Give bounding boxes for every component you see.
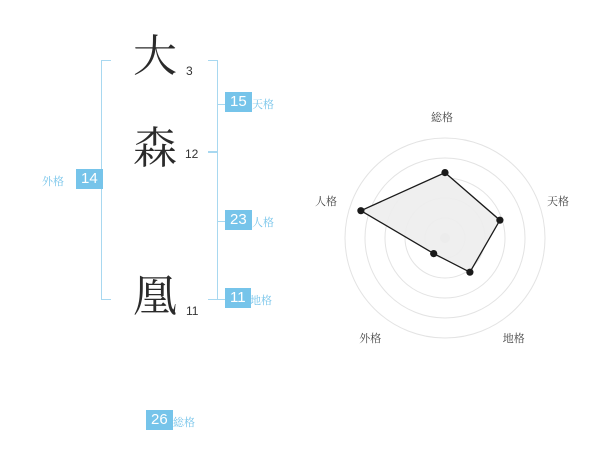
score-badge-jinkaku: 23: [225, 210, 252, 230]
score-label-chikaku: 地格: [250, 295, 272, 307]
bracket-jinkaku: [208, 152, 218, 300]
score-badge-chikaku: 11: [225, 288, 251, 308]
radar-axis-label-jinkaku: 人格: [314, 196, 337, 209]
radar-chart: [300, 110, 590, 380]
bracket-tenkaku: [208, 60, 218, 152]
kanji-char-3: 凰: [133, 272, 177, 321]
bracket-chikaku-tick: [208, 299, 226, 300]
score-label-jinkaku: 人格: [252, 217, 274, 229]
score-label-gaikaku: 外格: [42, 176, 64, 188]
radar-axis-label-chikaku: 地格: [502, 332, 525, 345]
kanji-strokes-3: 11: [186, 304, 199, 318]
radar-axis-label-gaikaku: 外格: [359, 332, 382, 345]
radar-series: [357, 169, 503, 276]
score-badge-tenkaku: 15: [225, 92, 252, 112]
kanji-char-1: 大: [133, 32, 177, 81]
radar-axis-label-soukaku: 総格: [431, 112, 453, 124]
radar-chart-svg: [300, 110, 590, 380]
kanji-strokes-1: 3: [186, 64, 193, 78]
kanji-strokes-2: 12: [185, 147, 199, 161]
score-label-soukaku: 総格: [173, 417, 195, 429]
score-label-tenkaku: 天格: [252, 99, 274, 111]
radar-axis-label-tenkaku: 天格: [547, 196, 570, 209]
kanji-char-2: 森: [133, 124, 177, 173]
score-badge-soukaku: 26: [146, 410, 173, 430]
score-badge-gaikaku: 14: [76, 169, 103, 189]
